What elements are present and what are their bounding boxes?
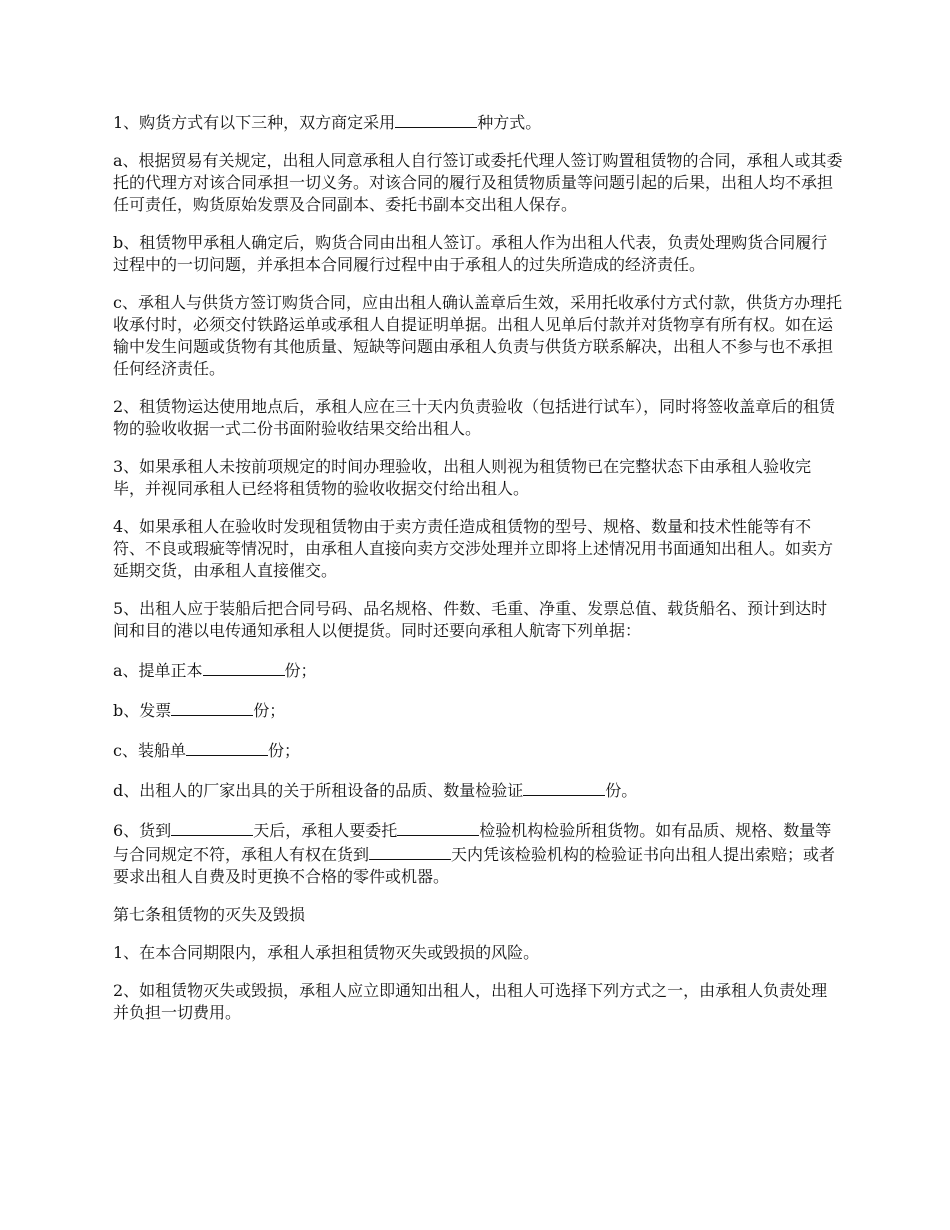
text: 1、购货方式有以下三种，双方商定采用 [113, 113, 396, 132]
blank-field[interactable] [171, 818, 253, 836]
blank-field[interactable] [369, 842, 451, 860]
paragraph-5d [113, 778, 843, 802]
paragraph-purchase-method [113, 110, 843, 134]
paragraph-5c [113, 738, 843, 762]
paragraph-3: 3、如果承租人未按前项规定的时间办理验收，出租人则视为租赁物已在完整状态下由承租人验收完毕，并视同承租人已经将租赁物的验收收据交付给出租人。 [113, 457, 812, 498]
text: 检验机构检验所租货物。如有品质、规格、数量等与合同规定不符，承租人有权在货到 [113, 821, 832, 864]
paragraph-a: a、根据贸易有关规定，出租人同意承租人自行签订或委托代理人签订购置租赁物的合同，承租人或其委托的代理方对该合同承担一切义务。对该合同的履行及租赁物质量等问题引起的后果，出租人均不承担任可责任，购货原始发票及合同副本、委托书副本交出租人保存。 [113, 151, 843, 214]
paragraph-2: 2、租赁物运达使用地点后，承租人应在三十天内负责验收（包括进行试车），同时将签收盖章后的租赁物的验收收据一式二份书面附验收结果交给出租人。 [113, 397, 836, 438]
text: 份； [253, 701, 286, 720]
paragraph-7-1: 1、在本合同期限内，承租人承担租赁物灭失或毁损的风险。 [113, 943, 540, 962]
document-body [113, 110, 843, 1040]
text: 份。 [605, 781, 638, 800]
blank-field[interactable] [171, 698, 253, 716]
blank-field[interactable] [397, 818, 479, 836]
paragraph-6 [113, 818, 843, 888]
paragraph-5: 5、出租人应于装船后把合同号码、品名规格、件数、毛重、净重、发票总值、载货船名、预计到达时间和目的港以电传通知承租人以便提货。同时还要向承租人航寄下列单据： [113, 599, 828, 640]
paragraph-5b [113, 698, 843, 722]
text: a、提单正本 [113, 661, 203, 680]
blank-field[interactable] [523, 778, 605, 796]
paragraph-b: b、租赁物甲承租人确定后，购货合同由出租人签订。承租人作为出租人代表，负责处理购货合同履行过程中的一切问题，并承担本合同履行过程中由于承租人的过失所造成的经济责任。 [113, 233, 828, 274]
text: 份； [284, 661, 317, 680]
paragraph-5a [113, 658, 843, 682]
blank-field[interactable] [395, 110, 477, 128]
text: d、出租人的厂家出具的关于所租设备的品质、数量检验证 [113, 781, 524, 800]
text: 份； [267, 741, 300, 760]
text: 种方式。 [477, 113, 542, 132]
text: 天后，承租人要委托 [253, 821, 398, 840]
text: 天内凭该检验机构的检验证书向出租人提出索赔；或者要求出租人自费及时更换不合格的零件或机器。 [113, 845, 836, 886]
blank-field[interactable] [186, 738, 268, 756]
section-heading-7: 第七条租赁物的灭失及毁损 [113, 905, 306, 924]
text: 6、货到 [113, 821, 172, 840]
text: c、装船单 [113, 741, 186, 760]
blank-field[interactable] [203, 658, 285, 676]
text: b、发票 [113, 701, 172, 720]
paragraph-c: c、承租人与供货方签订购货合同，应由出租人确认盖章后生效，采用托收承付方式付款，供货方办理托收承付时，必须交付铁路运单或承租人自提证明单据。出租人见单后付款并对货物享有所有权。如在运输中发生问题或货物有其他质量、短缺等问题由承租人负责与供货方联系解决，出租人不参与也不承担任何经济责任。 [113, 293, 842, 378]
paragraph-7-2: 2、如租赁物灭失或毁损，承租人应立即通知出租人，出租人可选择下列方式之一，由承租人负责处理并负担一切费用。 [113, 981, 828, 1022]
paragraph-4: 4、如果承租人在验收时发现租赁物由于卖方责任造成租赁物的型号、规格、数量和技术性能等有不符、不良或瑕疵等情况时，由承租人直接向卖方交涉处理并立即将上述情况用书面通知出租人。如卖方延期交货，由承租人直接催交。 [113, 517, 834, 580]
